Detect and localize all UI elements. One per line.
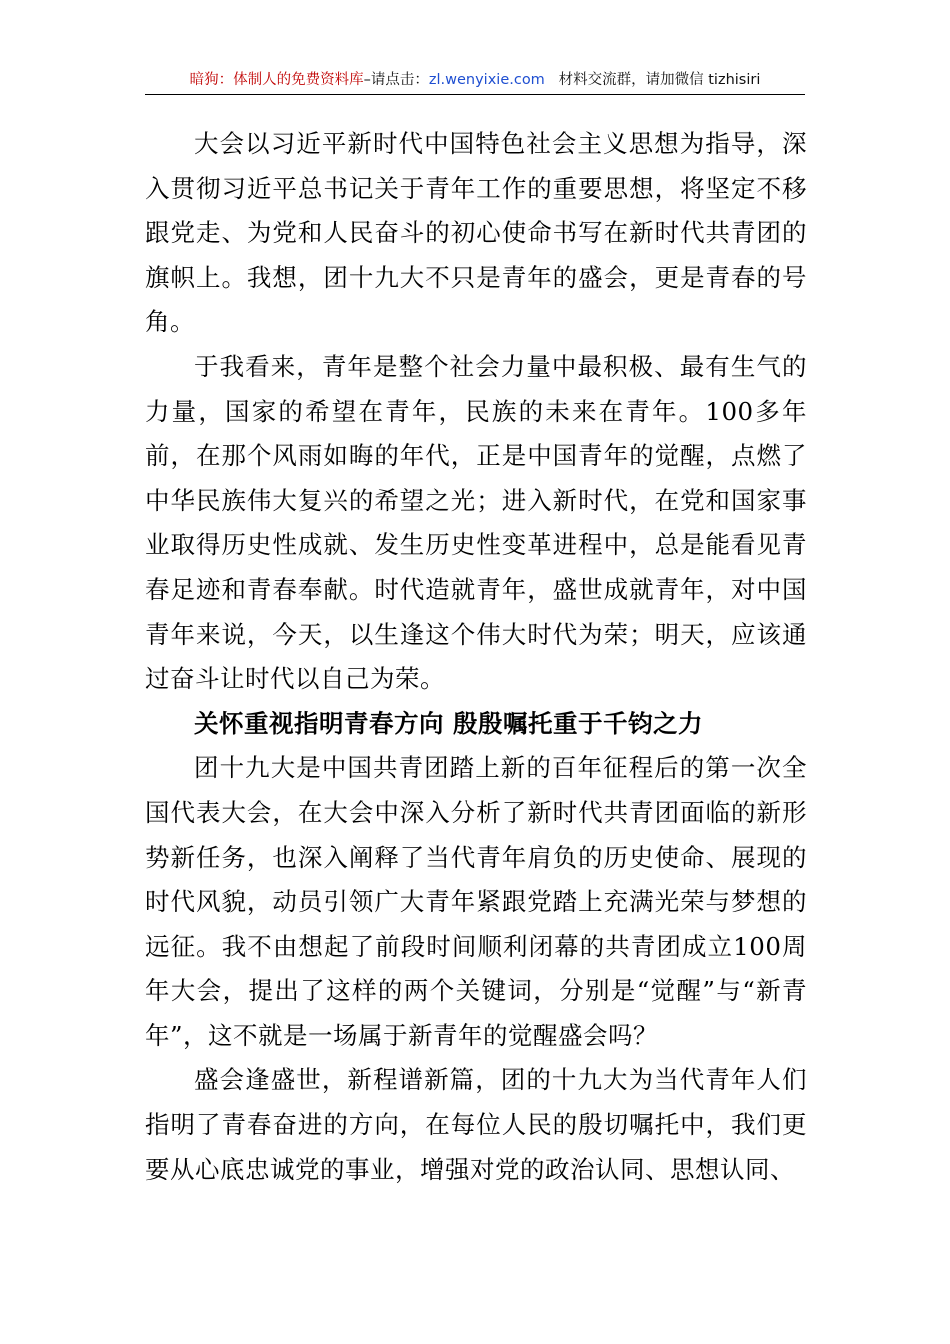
- paragraph-3: 团十九大是中国共青团踏上新的百年征程后的第一次全国代表大会，在大会中深入分析了新时代共青团面临的新形势新任务，也深入阐释了当代青年肩负的历史使命、展现的时代风貌，动员引领广大青年紧跟党踏上充满光荣与梦想的远征。我不由想起了前段时间顺利闭幕的共青团成立100周年大会，提出了这样的两个关键词，分别是“觉醒”与“新青年”，这不就是一场属于新青年的觉醒盛会吗？: [145, 753, 807, 1050]
- paragraph-1: 大会以习近平新时代中国特色社会主义思想为指导，深入贯彻习近平总书记关于青年工作的重要思想，将坚定不移跟党走、为党和人民奋斗的初心使命书写在新时代共青团的旗帜上。我想，团十九大不只是青年的盛会，更是青春的号角。: [145, 129, 807, 337]
- page-header: [145, 68, 805, 95]
- header-site-name: 暗狗：体制人的免费资料库: [189, 72, 364, 88]
- document-body: [145, 122, 807, 1192]
- header-click-prompt: –请点击：: [363, 72, 429, 88]
- section-heading: 关怀重视指明青春方向 殷殷嘱托重于千钧之力: [194, 708, 704, 738]
- header-url-link[interactable]: zl.wenyixie.com: [428, 72, 545, 88]
- paragraph-2: 于我看来，青年是整个社会力量中最积极、最有生气的力量，国家的希望在青年，民族的未来在青年。100多年前，在那个风雨如晦的年代，正是中国青年的觉醒，点燃了中华民族伟大复兴的希望之光；进入新时代，在党和国家事业取得历史性成就、发生历史性变革进程中，总是能看见青春足迹和青春奉献。时代造就青年，盛世成就青年，对中国青年来说，今天，以生逢这个伟大时代为荣；明天，应该通过奋斗让时代以自己为荣。: [145, 351, 807, 694]
- header-wechat-note: 材料交流群，请加微信 tizhisiri: [558, 72, 761, 88]
- paragraph-4: 盛会逢盛世，新程谱新篇，团的十九大为当代青年人们指明了青春奋进的方向，在每位人民的殷切嘱托中，我们更要从心底忠诚党的事业，增强对党的政治认同、思想认同、: [145, 1065, 807, 1184]
